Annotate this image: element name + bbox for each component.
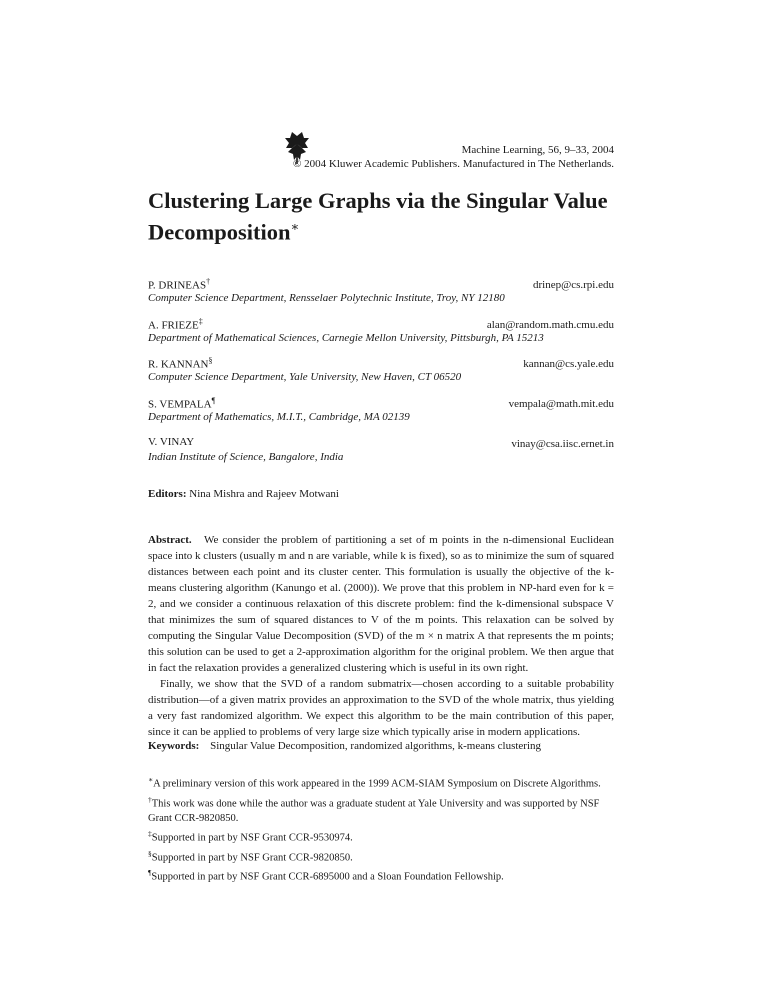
author-email: drinep@cs.rpi.edu <box>533 279 614 291</box>
author-name: V. VINAY <box>148 436 195 448</box>
author-name: A. FRIEZE‡ <box>148 317 203 332</box>
footnote: ∗A preliminary version of this work appeared in the 1999 ACM-SIAM Symposium on Discrete Algorithms. <box>148 775 601 790</box>
keywords-text: Singular Value Decomposition, randomized algorithms, k-means clustering <box>210 740 542 752</box>
copyright-line: © 2004 Kluwer Academic Publishers. Manufactured in The Netherlands. <box>293 158 614 170</box>
footnote: §Supported in part by NSF Grant CCR-9820850. <box>148 848 353 863</box>
journal-citation: Machine Learning, 56, 9–33, 2004 <box>461 144 614 156</box>
author-email: vempala@math.mit.edu <box>508 398 614 410</box>
author-email: alan@random.math.cmu.edu <box>486 319 614 331</box>
author-affiliation: Computer Science Department, Rensselaer Polytechnic Institute, Troy, NY 12180 <box>148 292 505 304</box>
author-affiliation: Computer Science Department, Yale University, New Haven, CT 06520 <box>148 371 462 383</box>
footnote: ‡Supported in part by NSF Grant CCR-9530974. <box>148 829 353 844</box>
keywords-line <box>148 740 541 752</box>
author-affiliation: Indian Institute of Science, Bangalore, India <box>148 451 344 463</box>
footnote: ¶Supported in part by NSF Grant CCR-6895000 and a Sloan Foundation Fellowship. <box>148 868 504 883</box>
editors-line <box>148 488 339 500</box>
title-line-2 <box>148 214 628 246</box>
footnotes <box>148 772 618 885</box>
footnote: †This work was done while the author was a graduate student at Yale University and was supported by NSF Grant CCR-9820850. <box>148 794 600 824</box>
author-footnote-mark: ¶ <box>211 396 216 405</box>
author-footnote-mark: † <box>206 277 211 286</box>
author-name: S. VEMPALA¶ <box>148 396 216 411</box>
title-line-1: Clustering Large Graphs via the Singular Value <box>148 188 608 213</box>
keywords-label: Keywords: <box>148 740 200 752</box>
editors-names: Nina Mishra and Rajeev Motwani <box>189 488 339 500</box>
editors-label: Editors: <box>148 488 187 500</box>
paper-title <box>148 188 628 246</box>
author-name: P. DRINEAS† <box>148 277 211 292</box>
abstract <box>148 532 614 740</box>
author-affiliation: Department of Mathematics, M.I.T., Cambridge, MA 02139 <box>148 411 410 423</box>
author-footnote-mark: ‡ <box>198 317 203 326</box>
abstract-label: Abstract. <box>148 534 192 546</box>
author-email: vinay@csa.iisc.ernet.in <box>511 438 614 450</box>
author-email: kannan@cs.yale.edu <box>523 358 614 370</box>
author-name: R. KANNAN§ <box>148 356 213 371</box>
author-affiliation: Department of Mathematical Sciences, Carnegie Mellon University, Pittsburgh, PA 15213 <box>148 332 544 344</box>
title-line-2-text: Decomposition <box>148 219 291 245</box>
title-footnote-mark: ∗ <box>290 219 300 234</box>
abstract-paragraph-2: Finally, we show that the SVD of a random submatrix—chosen according to a suitable probability distribution—of a given matrix provides an approximation to the SVD of the whole matrix, thus yielding a very fast randomized algorithm. We expect this algorithm to be the main contribution of this paper, since it can be applied to problems of very large size which typically arise in modern applications. <box>148 678 614 738</box>
author-footnote-mark: § <box>208 356 213 365</box>
abstract-paragraph-1: Abstract. We consider the problem of partitioning a set of m points in the n-dimensional Euclidean space into k clusters (usually m and n are variable, while k is fixed), so as to minimize the sum of squared distances between each point and its cluster center. This formulation is usually the objective of the k-means clustering algorithm (Kanungo et al. (2000)). We prove that this problem in NP-hard even for k = 2, and we consider a continuous relaxation of this discrete problem: find the k-dimensional subspace V that minimizes the sum of squared distances to V of the m points. This relaxation can be solved by computing the Singular Value Decomposition (SVD) of the m × n matrix A that represents the m points; this solution can be used to get a 2-approximation algorithm for the original problem. We then argue that in fact the relaxation provides a generalized clustering which is useful in its own right. <box>148 534 615 674</box>
